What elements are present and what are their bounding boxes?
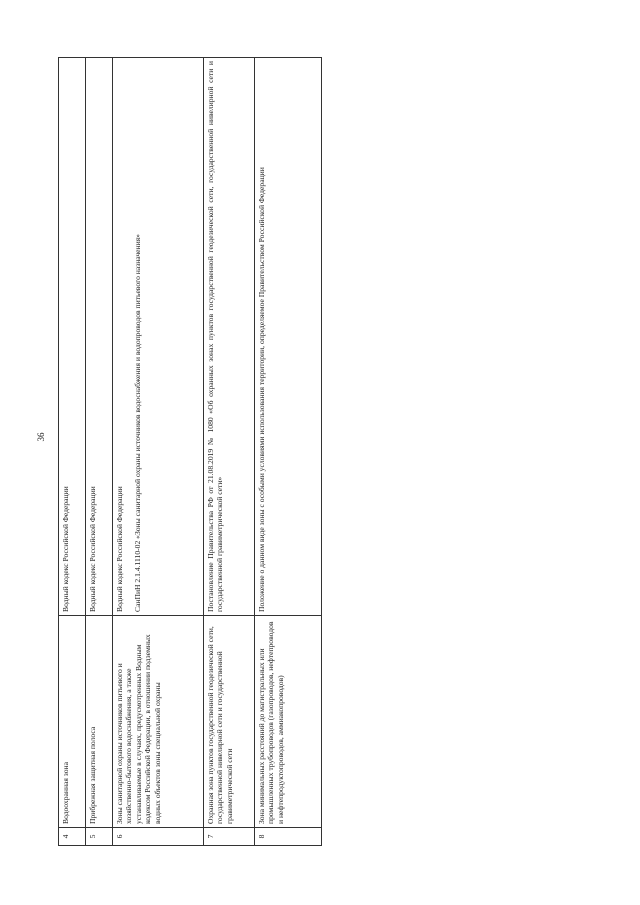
zone-name: Водоохранная зона xyxy=(59,616,86,828)
page-number: 36 xyxy=(36,432,46,442)
legal-basis xyxy=(86,58,113,616)
legal-document: Водный кодекс Российской Федерации xyxy=(115,486,124,612)
zone-name: Прибрежная защитная полоса xyxy=(86,616,113,828)
legal-document: Водный кодекс Российской Федерации xyxy=(88,486,97,612)
row-number: 8 xyxy=(255,828,322,846)
row-number: 6 xyxy=(113,828,204,846)
table-row xyxy=(255,58,322,846)
table-row xyxy=(59,58,86,846)
zone-name: Охранная зона пунктов государственной геодезической сети, государственной нивелирной сети и государственной гравиметрической сети xyxy=(204,616,255,828)
table-row xyxy=(86,58,113,846)
legal-document: Постановление Правительства РФ от 21.08.2019 № 1080 «Об охранных зонах пунктов государственной геодезической сети, государственной нивелирной сети и государственной гравиметрической сети» xyxy=(206,61,225,612)
legal-document: Водный кодекс Российской Федерации xyxy=(61,486,70,612)
legal-basis xyxy=(255,58,322,616)
zone-name: Зоны санитарной охраны источников питьевого и хозяйственно-бытового водоснабжения, а также устанавливаемые в случаях, предусмотренных Водным кодексом Российской Федерации, в отношении подземных водных объектов зоны специальной охраны xyxy=(113,616,204,828)
zone-name: Зона минимальных расстояний до магистральных или промышленных трубопроводов (газопроводов, нефтепроводов и нефтепродуктопроводов, аммиакопроводов) xyxy=(255,616,322,828)
legal-basis xyxy=(59,58,86,616)
row-number: 7 xyxy=(204,828,255,846)
table-row xyxy=(204,58,255,846)
legal-basis xyxy=(113,58,204,616)
zones-table xyxy=(58,57,322,846)
rotated-table-container xyxy=(58,58,350,846)
row-number: 5 xyxy=(86,828,113,846)
legal-document: Положение о данном виде зоны с особыми условиями использования территории, определяемое Правительством Российской Федерации xyxy=(257,167,266,612)
legal-basis xyxy=(204,58,255,616)
legal-document: СанПиН 2.1.4.1110-02 «Зоны санитарной охраны источников водоснабжения и водопроводов питьевого назначения» xyxy=(133,234,143,612)
row-number: 4 xyxy=(59,828,86,846)
table-row xyxy=(113,58,204,846)
